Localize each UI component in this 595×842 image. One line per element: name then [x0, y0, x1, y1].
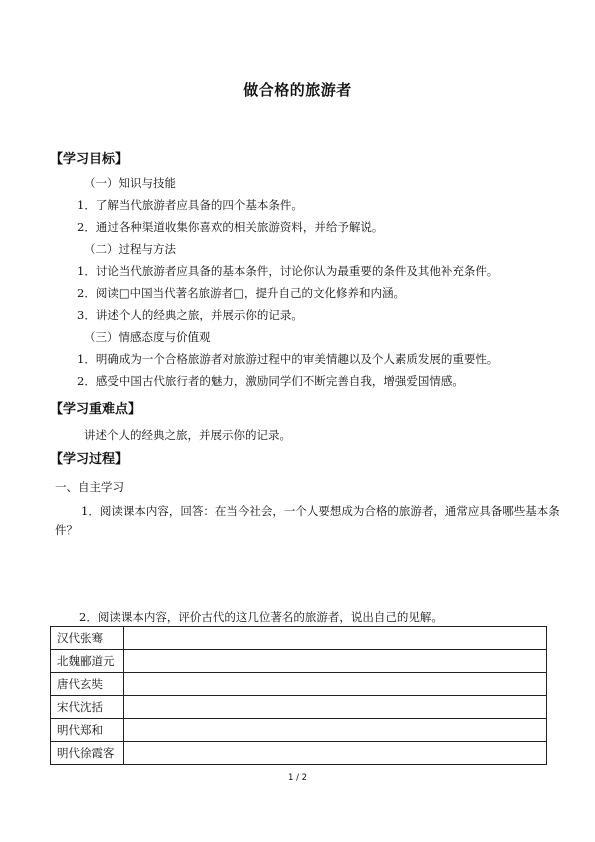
- traveler-name-cell: 唐代玄奘: [51, 673, 124, 696]
- answer-cell[interactable]: [124, 650, 547, 673]
- traveler-name-cell: 汉代张骞: [51, 627, 124, 650]
- table-row: [51, 627, 547, 650]
- answer-cell[interactable]: [124, 673, 547, 696]
- goal-subheading-attitude: （三）情感态度与价值观: [84, 330, 211, 344]
- goal-subheading-knowledge: （一）知识与技能: [84, 176, 176, 190]
- answer-cell[interactable]: [124, 719, 547, 742]
- answer-cell[interactable]: [124, 696, 547, 719]
- goal-item: 1．明确成为一个合格旅游者对旅游过程中的审美情趣以及个人素质发展的重要性。: [77, 352, 499, 366]
- traveler-name-cell: 宋代沈括: [51, 696, 124, 719]
- self-study-heading: 一、自主学习: [55, 480, 124, 494]
- table-row: [51, 650, 547, 673]
- goal-subheading-process: （二）过程与方法: [84, 242, 176, 256]
- goal-item: 1．讨论当代旅游者应具备的基本条件，讨论你认为最重要的条件及其他补充条件。: [77, 264, 499, 278]
- table-row: [51, 696, 547, 719]
- traveler-name-cell: 明代郑和: [51, 719, 124, 742]
- goal-item: 3．讲述个人的经典之旅，并展示你的记录。: [77, 308, 303, 322]
- answer-cell[interactable]: [124, 627, 547, 650]
- page-title: 做合格的旅游者: [243, 81, 352, 99]
- traveler-name-cell: 北魏郦道元: [51, 650, 124, 673]
- page-number: 1 / 2: [287, 773, 308, 783]
- key-points-text: 讲述个人的经典之旅，并展示你的记录。: [84, 428, 291, 442]
- question-2: 2．阅读课本内容，评价古代的这几位著名的旅游者，说出自己的见解。: [79, 610, 443, 624]
- table-row: [51, 719, 547, 742]
- goal-item: 2．通过各种渠道收集你喜欢的相关旅游资料，并给予解说。: [77, 220, 384, 234]
- goal-item: 2．阅读□中国当代著名旅游者□，提升自己的文化修养和内涵。: [77, 286, 406, 300]
- process-heading: 【学习过程】: [50, 452, 129, 467]
- traveler-evaluation-table: [50, 626, 547, 765]
- goal-item: 1．了解当代旅游者应具备的四个基本条件。: [77, 198, 303, 212]
- goal-item: 2．感受中国古代旅行者的魅力，激励同学们不断完善自我，增强爱国情感。: [77, 374, 464, 388]
- key-points-heading: 【学习重难点】: [50, 402, 142, 417]
- traveler-name-cell: 明代徐霞客: [51, 742, 124, 765]
- goals-heading: 【学习目标】: [50, 152, 129, 167]
- table-row: [51, 742, 547, 765]
- table-row: [51, 673, 547, 696]
- question-1: 1．阅读课本内容，回答：在当今社会，一个人要想成为合格的旅游者，通常应具备哪些基本条件？: [55, 504, 560, 537]
- answer-cell[interactable]: [124, 742, 547, 765]
